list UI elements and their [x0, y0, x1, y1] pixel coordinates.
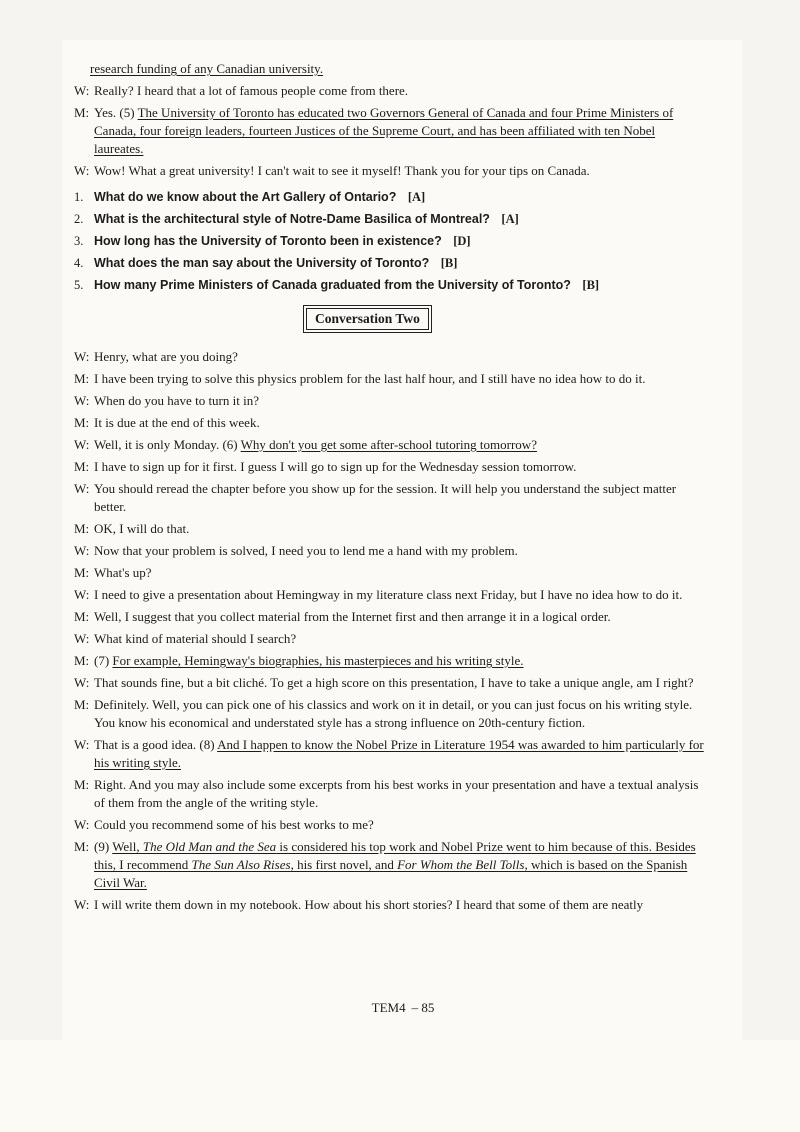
line-text: That sounds fine, but a bit cliché. To get a high score on this presentation, I have to take a unique angle, am I right?	[94, 675, 694, 690]
transcript-line	[74, 520, 704, 538]
transcript-line	[74, 838, 704, 892]
line-text: Wow! What a great university! I can't wait to see it myself! Thank you for your tips on Canada.	[94, 163, 590, 178]
question-text: How long has the University of Toronto been in existence?	[94, 234, 442, 248]
transcript-line	[74, 104, 704, 158]
question-answer: [D]	[453, 234, 471, 248]
page-number: – 85	[411, 1000, 435, 1015]
book-title: For Whom the Bell Tolls	[397, 857, 525, 872]
underlined-answer: research funding of any Canadian university.	[90, 61, 324, 76]
question-item	[74, 254, 704, 272]
speaker-label: M:	[74, 609, 90, 624]
underlined-answer: And I happen to know the Nobel Prize in Literature 1954 was awarded to him particularly for his writing style.	[94, 737, 704, 770]
transcript-line	[74, 674, 704, 692]
speaker-label: W:	[74, 393, 90, 408]
line-text: (9)	[94, 839, 113, 854]
line-text: That is a good idea. (8)	[94, 737, 218, 752]
line-text: Well, I suggest that you collect material from the Internet first and then arrange it in a logical order.	[94, 609, 611, 624]
transcript-line	[74, 542, 704, 560]
question-number: 1.	[74, 190, 84, 204]
line-text: Definitely. Well, you can pick one of his classics and work on it in detail, or you can just focus on his writing style. You know his economical and understated style has a strong influence on 20th-century fiction.	[94, 697, 693, 730]
transcript-line	[74, 60, 704, 78]
line-text: I have to sign up for it first. I guess I will go to sign up for the Wednesday session tomorrow.	[94, 459, 577, 474]
question-text: What is the architectural style of Notre-Dame Basilica of Montreal?	[94, 212, 490, 226]
speaker-label: M:	[74, 697, 90, 712]
conversation-two	[74, 348, 704, 914]
line-text: Yes. (5)	[94, 105, 138, 120]
transcript-line	[74, 652, 704, 670]
question-number: 5.	[74, 278, 84, 292]
line-text: Right. And you may also include some excerpts from his best works in your presentation and have a textual analysis of them from the angle of the writing style.	[94, 777, 699, 810]
question-item	[74, 210, 704, 228]
line-text: It is due at the end of this week.	[94, 415, 260, 430]
speaker-label: W:	[74, 163, 90, 178]
question-text: What does the man say about the University of Toronto?	[94, 256, 430, 270]
speaker-label: W:	[74, 83, 90, 98]
speaker-label: M:	[74, 839, 90, 854]
speaker-label: M:	[74, 459, 90, 474]
question-answer: [A]	[407, 190, 426, 204]
transcript-line	[74, 630, 704, 648]
speaker-label: W:	[74, 817, 90, 832]
speaker-label: W:	[74, 737, 90, 752]
transcript-line	[74, 458, 704, 476]
answer-part: Well,	[112, 839, 143, 854]
transcript-line	[74, 896, 704, 914]
line-text: Now that your problem is solved, I need you to lend me a hand with my problem.	[94, 543, 518, 558]
transcript-body	[74, 60, 704, 918]
transcript-line	[74, 608, 704, 626]
footer-code: TEM4	[371, 1000, 406, 1015]
transcript-line	[74, 348, 704, 366]
speaker-label: M:	[74, 653, 90, 668]
transcript-line	[74, 564, 704, 582]
speaker-label: W:	[74, 481, 90, 496]
question-number: 4.	[74, 256, 84, 270]
line-text: (7)	[94, 653, 113, 668]
transcript-line	[74, 816, 704, 834]
line-text: Really? I heard that a lot of famous people come from there.	[94, 83, 409, 98]
question-item	[74, 232, 704, 250]
transcript-line	[74, 414, 704, 432]
question-text: What do we know about the Art Gallery of Ontario?	[94, 190, 397, 204]
speaker-label: W:	[74, 543, 90, 558]
line-text: What's up?	[94, 565, 152, 580]
transcript-line	[74, 370, 704, 388]
line-text: I have been trying to solve this physics problem for the last half hour, and I still have no idea how to do it.	[94, 371, 646, 386]
line-text: What kind of material should I search?	[94, 631, 297, 646]
section-title: Conversation Two	[306, 308, 429, 330]
transcript-line	[74, 736, 704, 772]
question-answer: [A]	[501, 212, 519, 226]
line-text: I need to give a presentation about Hemingway in my literature class next Friday, but I have no idea how to do it.	[94, 587, 683, 602]
transcript-line	[74, 480, 704, 516]
transcript-line	[74, 586, 704, 604]
underlined-answer: The University of Toronto has educated two Governors General of Canada and four Prime Ministers of Canada, four foreign leaders, fourteen Justices of the Supreme Court, and has been affiliated with ten Nobel laureates.	[94, 105, 674, 156]
speaker-label: M:	[74, 371, 90, 386]
line-text: Could you recommend some of his best works to me?	[94, 817, 374, 832]
speaker-label: W:	[74, 897, 90, 912]
line-text: When do you have to turn it in?	[94, 393, 259, 408]
line-text: Henry, what are you doing?	[94, 349, 238, 364]
page-footer	[0, 1000, 800, 1016]
transcript-line	[74, 776, 704, 812]
answer-part: , his first novel, and	[290, 857, 398, 872]
line-text: I will write them down in my notebook. How about his short stories? I heard that some of them are neatly	[94, 897, 644, 912]
answer-part: , which is based on the Spanish Civil War.	[94, 857, 688, 890]
question-text: How many Prime Ministers of Canada graduated from the University of Toronto?	[94, 278, 571, 292]
answer-part: is considered his top work and Nobel Prize went to him because of this. Besides this, I recommend	[94, 839, 696, 872]
transcript-line	[74, 392, 704, 410]
speaker-label: W:	[74, 437, 90, 452]
question-item	[74, 276, 704, 294]
underlined-answer: Why don't you get some after-school tutoring tomorrow?	[240, 437, 537, 452]
question-answer: [B]	[440, 256, 458, 270]
line-text: OK, I will do that.	[94, 521, 190, 536]
question-item	[74, 188, 704, 206]
question-list	[74, 188, 704, 294]
question-number: 3.	[74, 234, 84, 248]
speaker-label: M:	[74, 415, 90, 430]
underlined-answer	[94, 839, 696, 890]
book-title: The Sun Also Rises	[191, 857, 291, 872]
speaker-label: W:	[74, 631, 90, 646]
line-text: Well, it is only Monday. (6)	[94, 437, 241, 452]
speaker-label: W:	[74, 349, 90, 364]
transcript-line	[74, 436, 704, 454]
speaker-label: W:	[74, 587, 90, 602]
speaker-label: M:	[74, 105, 90, 120]
question-number: 2.	[74, 212, 84, 226]
book-title: The Old Man and the Sea	[142, 839, 277, 854]
underlined-answer: For example, Hemingway's biographies, his masterpieces and his writing style.	[112, 653, 524, 668]
section-heading	[74, 308, 704, 330]
transcript-line	[74, 696, 704, 732]
question-answer: [B]	[582, 278, 600, 292]
speaker-label: M:	[74, 777, 90, 792]
page-margin	[0, 1040, 800, 1132]
line-text: You should reread the chapter before you show up for the session. It will help you understand the subject matter better.	[94, 481, 677, 514]
speaker-label: M:	[74, 521, 90, 536]
speaker-label: M:	[74, 565, 90, 580]
speaker-label: W:	[74, 675, 90, 690]
transcript-line	[74, 82, 704, 100]
transcript-line	[74, 162, 704, 180]
